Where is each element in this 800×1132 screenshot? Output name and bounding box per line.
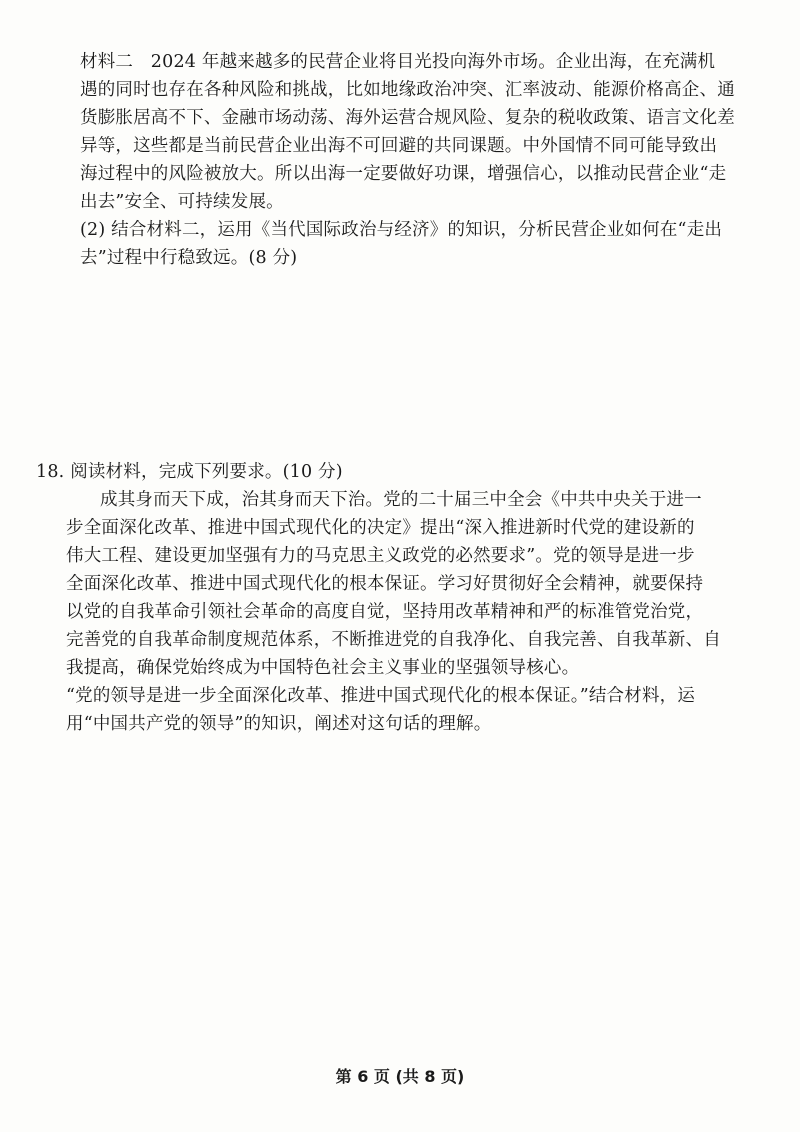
material-two-block (80, 48, 740, 272)
question-18-prompt-line: “党的领导是进一步全面深化改革、推进中国式现代化的根本保证。”结合材料，运 (66, 686, 696, 706)
question-18-material-line: 完善党的自我革命制度规范体系，不断推进党的自我净化、自我完善、自我革新、自 (66, 630, 721, 650)
question-18-material-line: 全面深化改革、推进中国式现代化的根本保证。学习好贯彻好全会精神，就要保持 (66, 574, 704, 594)
material-two-line: 材料二 2024 年越来越多的民营企业将目光投向海外市场。企业出海，在充满机 (80, 52, 716, 72)
sub-question-2-line: 去”过程中行稳致远。(8 分) (80, 248, 298, 268)
page-number: 第 6 页 (共 8 页) (335, 1067, 465, 1086)
material-two-line: 出去”安全、可持续发展。 (80, 192, 284, 212)
material-two-line: 海过程中的风险被放大。所以出海一定要做好功课，增强信心，以推动民营企业“走 (80, 164, 727, 184)
question-18-prompt-line: 用“中国共产党的领导”的知识，阐述对这句话的理解。 (66, 714, 492, 734)
question-18-material-line: 我提高，确保党始终成为中国特色社会主义事业的坚强领导核心。 (66, 658, 580, 678)
material-two-line: 货膨胀居高不下、金融市场动荡、海外运营合规风险、复杂的税收政策、语言文化差 (80, 108, 735, 128)
sub-question-2-line: (2) 结合材料二，运用《当代国际政治与经济》的知识，分析民营企业如何在“走出 (80, 220, 723, 240)
question-18-material-line: 步全面深化改革、推进中国式现代化的决定》提出“深入推进新时代党的建设新的 (66, 518, 695, 538)
question-18-material-line: 成其身而天下成，治其身而天下治。党的二十届三中全会《中共中央关于进一 (100, 490, 702, 510)
question-18-material-line: 伟大工程、建设更加坚强有力的马克思主义政党的必然要求”。党的领导是进一步 (66, 546, 695, 566)
question-18-block (36, 458, 766, 738)
question-18-heading: 18. 阅读材料，完成下列要求。(10 分) (36, 462, 343, 482)
material-two-line: 异等，这些都是当前民营企业出海不可回避的共同课题。中外国情不同可能导致出 (80, 136, 718, 156)
question-18-material-line: 以党的自我革命引领社会革命的高度自觉，坚持用改革精神和严的标准管党治党， (66, 602, 704, 622)
material-two-line: 遇的同时也存在各种风险和挑战，比如地缘政治冲突、汇率波动、能源价格高企、通 (80, 80, 735, 100)
